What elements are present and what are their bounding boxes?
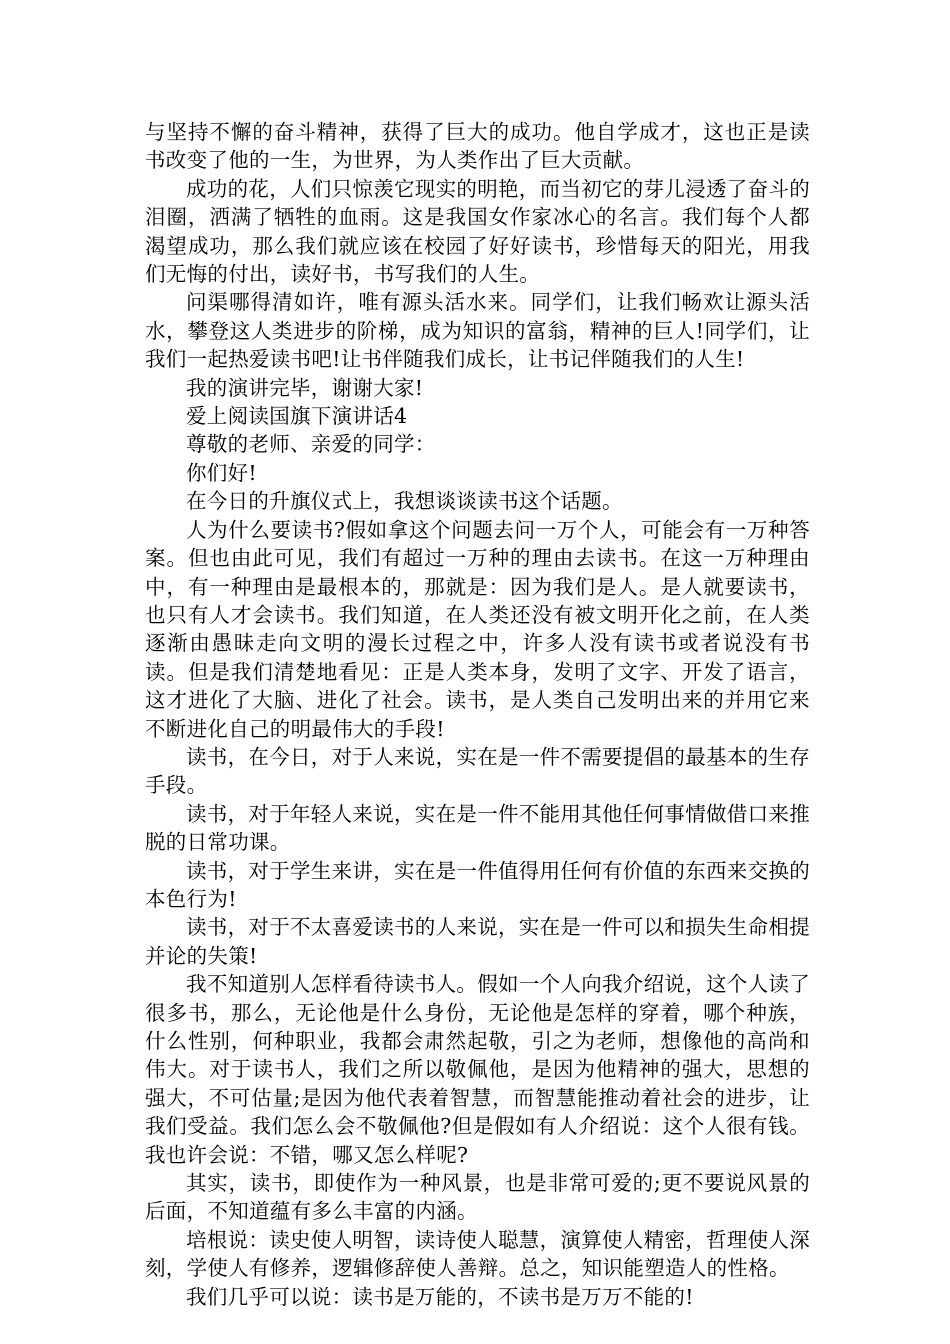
paragraph-reading-reluctant: 读书，对于不太喜爱读书的人来说，实在是一件可以和损失生命相提并论的失策! [145,915,810,968]
paragraph-reading-today: 读书，在今日，对于人来说，实在是一件不需要提倡的最基本的生存手段。 [145,744,810,798]
paragraph-reading-young: 读书，对于年轻人来说，实在是一件不能用其他任何事情做借口来推脱的日常功课。 [145,801,810,855]
paragraph-source-water: 问渠哪得清如许，唯有源头活水来。同学们，让我们畅欢让源头活水，攀登这人类进步的阶梯，成为知识的富翁，精神的巨人!同学们，让我们一起热爱读书吧!让书伴随我们成长，让书记伴随我们的人生! [145,290,810,372]
topic-intro: 在今日的升旗仪式上，我想谈谈读书这个话题。 [186,489,623,514]
paragraph-bacon-quote: 培根说：读史使人明智，读诗使人聪慧，演算使人精密，哲理使人深刻，学使人有修养，逻辑修辞使人善辩。总之，知识能塑造人的性格。 [145,1227,810,1281]
paragraph-reading-students: 读书，对于学生来讲，实在是一件值得用任何有价值的东西来交换的本色行为! [145,858,810,911]
speech-title: 爱上阅读国旗下演讲话4 [186,404,408,429]
paragraph-conclusion: 我们几乎可以说：读书是万能的，不读书是万万不能的! [186,1284,694,1309]
greeting: 你们好! [186,460,257,485]
speech-closing: 我的演讲完毕，谢谢大家! [186,375,424,400]
paragraph-scenery: 其实，读书，即使作为一种风景，也是非常可爱的;更不要说风景的后面，不知道蕴有多么丰富的内涵。 [145,1171,810,1224]
paragraph-continuation: 与坚持不懈的奋斗精神，获得了巨大的成功。他自学成才，这也正是读书改变了他的一生，为世界，为人类作出了巨大贡献。 [145,120,810,173]
paragraph-reader-respect: 我不知道别人怎样看待读书人。假如一个人向我介绍说，这个人读了很多书，那么，无论他是什么身份，无论他是怎样的穿着，哪个种族，什么性别，何种职业，我都会肃然起敬，引之为老师，想像他的高尚和伟大。对于读书人，我们之所以敬佩他，是因为他精神的强大，思想的强大，不可估量;是因为他代表着智慧，而智慧能推动着社会的进步，让我们受益。我们怎么会不敬佩他?但是假如有人介绍说：这个人很有钱。我也许会说：不错，哪又怎么样呢? [145,972,810,1167]
salutation: 尊敬的老师、亲爱的同学： [186,432,436,457]
paragraph-success-flower: 成功的花，人们只惊羡它现实的明艳，而当初它的芽儿浸透了奋斗的泪圈，洒满了牺牲的血雨。这是我国女作家冰心的名言。我们每个人都渴望成功，那么我们就应该在校园了好好读书，珍惜每天的阳光，用我们无悔的付出，读好书，书写我们的人生。 [145,176,810,287]
paragraph-why-read: 人为什么要读书?假如拿这个问题去问一万个人，可能会有一万种答案。但也由此可见，我们有超过一万种的理由去读书。在这一万种理由中，有一种理由是最根本的，那就是：因为我们是人。是人就要读书，也只有人才会读书。我们知道，在人类还没有被文明开化之前，在人类逐渐由愚昧走向文明的漫长过程之中，许多人没有读书或者说没有书读。但是我们清楚地看见：正是人类本身，发明了文字、开发了语言，这才进化了大脑、进化了社会。读书，是人类自己发明出来的并用它来不断进化自己的明最伟大的手段! [145,517,810,741]
document-page [145,118,810,1311]
